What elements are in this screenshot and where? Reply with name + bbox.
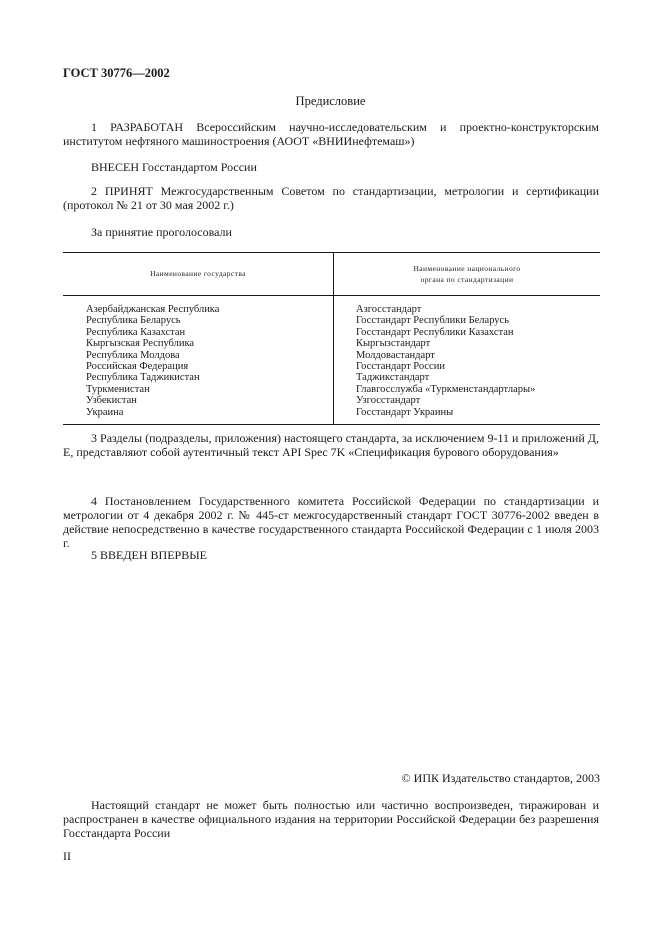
state-name: Кыргызская Республика: [86, 338, 195, 350]
state-name: Украина: [86, 406, 124, 418]
paragraph-first-introduced-text: 5 ВВЕДЕН ВПЕРВЫЕ: [91, 548, 207, 562]
paragraph-first-introduced: [63, 548, 599, 562]
paragraph-developed: [63, 120, 599, 148]
column-header-state: Наименование государства: [63, 253, 334, 296]
standards-body-name: Госстандарт Украины: [356, 406, 454, 418]
paragraph-voted-text: За принятие проголосовали: [91, 225, 232, 239]
bodies-column: [334, 296, 601, 425]
table-body-row: [63, 296, 600, 425]
standards-body-name: Госстандарт Республики Казахстан: [356, 326, 514, 338]
standards-body-name: Молдовастандарт: [356, 349, 435, 361]
table-header-row: [63, 253, 600, 296]
paragraph-adopted-text: 2 ПРИНЯТ Межгосударственным Советом по стандартизации, метрологии и сертификации (протокол № 21 от 30 мая 2002 г.): [63, 184, 599, 212]
standards-body-name: Главгосслужба «Туркменстандартлары»: [356, 383, 536, 395]
document-code: ГОСТ 30776—2002: [63, 66, 170, 80]
standards-body-name: Таджикстандарт: [356, 372, 430, 384]
paragraph-sections-text: 3 Разделы (подразделы, приложения) настоящего стандарта, за исключением 9-11 и приложений Д, Е, представляют собой аутентичный текст API Spec 7K «Спецификация бурового оборудования»: [63, 431, 599, 459]
paragraph-introduced: [63, 160, 599, 174]
paragraph-voted: [63, 225, 599, 239]
paragraph-resolution: [63, 494, 599, 550]
state-name: Российская Федерация: [86, 361, 189, 373]
state-name: Туркменистан: [86, 383, 150, 395]
standards-body-name: Госстандарт России: [356, 361, 445, 373]
standards-body-name: Кыргызстандарт: [356, 338, 431, 350]
state-name: Республика Казахстан: [86, 326, 186, 338]
column-header-body-line2: органа по стандартизации: [420, 275, 514, 284]
paragraph-sections: [63, 431, 599, 459]
state-name: Азербайджанская Республика: [86, 304, 220, 315]
paragraph-introduced-text: ВНЕСЕН Госстандартом России: [91, 160, 257, 174]
state-name: Республика Молдова: [86, 349, 180, 361]
standards-body-name: Госстандарт Республики Беларусь: [356, 315, 510, 327]
reproduction-notice: Настоящий стандарт не может быть полностью или частично воспроизведен, тиражирован и распространен в качестве официального издания на территории Российской Федерации без разрешения Госстандарта России: [63, 798, 599, 840]
state-name: Республика Беларусь: [86, 315, 181, 327]
page-title: Предисловие: [295, 94, 366, 108]
paragraph-developed-text: 1 РАЗРАБОТАН Всероссийским научно-исследовательским и проектно-конструкторским институтом нефтяного машиностроения (АООТ «ВНИИнефтемаш»): [63, 120, 599, 148]
column-header-body-line1: Наименование национального: [413, 263, 521, 273]
state-name: Узбекистан: [86, 395, 137, 407]
column-header-body: [334, 253, 601, 296]
standards-body-name: Узгосстандарт: [356, 395, 421, 407]
copyright-notice: © ИПК Издательство стандартов, 2003: [401, 771, 600, 785]
voting-table: [63, 252, 600, 425]
paragraph-adopted: [63, 184, 599, 212]
standards-body-name: Азгосстандарт: [356, 304, 422, 315]
states-column: [63, 296, 334, 425]
page-number: II: [63, 849, 71, 863]
state-name: Республика Таджикистан: [86, 372, 200, 384]
paragraph-resolution-text: 4 Постановлением Государственного комитета Российской Федерации по стандартизации и метрологии от 4 декабря 2002 г. № 445-ст межгосударственный стандарт ГОСТ 30776-2002 введен в действие непосредственно в качестве государственного стандарта Российской Федерации с 1 июля 2003 г.: [63, 494, 599, 550]
